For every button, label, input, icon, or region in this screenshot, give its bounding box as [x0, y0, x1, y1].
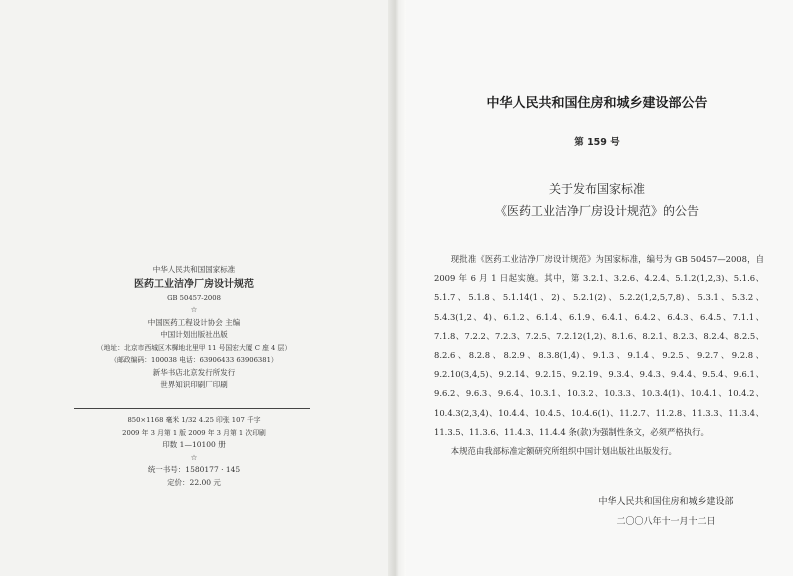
- body-paragraph: 本规范由我部标准定额研究所组织中国计划出版社出版发行。: [450, 446, 677, 457]
- star-separator: ☆: [190, 305, 198, 314]
- imprint-line: （邮政编码：100038 电话：63906433 63906381）: [110, 356, 278, 364]
- imprint-bottom-block: [0, 414, 388, 489]
- isbn-line: 统一书号：1580177 · 145: [147, 465, 241, 474]
- imprint-line: 850×1168 毫米 1/32 4.25 印张 107 千字: [127, 416, 261, 424]
- announcement-subtitle-2: 《医药工业洁净厂房设计规范》的公告: [494, 204, 699, 218]
- body-paragraph: 现批准《医药工业洁净厂房设计规范》为国家标准，编号为 GB 50457—2008，自 2009 年 6 月 1 日起实施。其中，第 3.2.1、3.2.6、4.2.4、5.1.2(1,2,3)、5.1.6、5.1.7、5.1.8、5.1.14(1、2)、5.2.1(2)、5.2.2(1,2,5,7,8)、5.3.1、5.3.2、5.4.3(1,2、4)、6.1.2、6.1.4、6.1.9、6.4.1、6.4.2、6.4.3、6.4.5、7.1.1、7.1.8、7.2.2、7.2.3、7.2.5、7.2.12(1,2)、8.1.6、8.2.1、8.2.3、8.2.4、8.2.5、8.2.6、8.2.8、8.2.9、8.3.8(1,4)、9.1.3、9.1.4、9.2.5、9.2.7、9.2.8、9.2.10(3,4,5)、9.2.14、9.2.15、9.2.19、9.3.4、9.4.3、9.4.4、9.5.4、9.6.1、9.6.2、9.6.3、9.6.4、10.3.1、10.3.2、10.3.3、10.3.4(1)、10.4.1、10.4.2、10.4.3(2,3,4)、10.4.4、10.4.5、10.4.6(1)、11.2.7、11.2.8、11.3.3、11.3.4、11.3.5、11.3.6、11.4.3、11.4.4 条(款)为强制性条文，必须严格执行。: [434, 254, 764, 437]
- divider-rule: [74, 408, 310, 409]
- imprint-page: [0, 0, 388, 576]
- imprint-line: 中华人民共和国国家标准: [152, 265, 236, 274]
- imprint-line: 世界知识印刷厂印刷: [160, 380, 228, 389]
- standard-code: GB 50457-2008: [167, 293, 221, 302]
- imprint-top-block: [0, 264, 388, 392]
- imprint-line: 新华书店北京发行所发行: [152, 367, 236, 377]
- book-gutter: [388, 0, 406, 576]
- imprint-line: 中国医药工程设计协会 主编: [147, 317, 241, 327]
- star-separator: ☆: [190, 452, 198, 462]
- imprint-line: 印数 1—10100 册: [162, 440, 226, 449]
- issuer-signature: 中华人民共和国住房和城乡建设部: [598, 497, 734, 507]
- announcement-body: [434, 250, 764, 461]
- book-title: 医药工业洁净厂房设计规范: [134, 278, 254, 290]
- issue-date: 二〇〇八年十一月十二日: [616, 517, 716, 527]
- imprint-line: （地址：北京市西城区木樨地北里甲 11 号国宏大厦 C 座 4 层）: [96, 343, 292, 352]
- imprint-line: 中国计划出版社出版: [160, 330, 228, 339]
- announcement-title: 中华人民共和国住房和城乡建设部公告: [486, 96, 708, 111]
- imprint-line: 2009 年 3 月第 1 版 2009 年 3 月第 1 次印刷: [122, 428, 266, 437]
- announcement-number: 第 159 号: [574, 137, 620, 148]
- price-line: 定价：22.00 元: [167, 477, 221, 487]
- announcement-page: [406, 0, 793, 576]
- announcement-subtitle-1: 关于发布国家标准: [548, 182, 645, 196]
